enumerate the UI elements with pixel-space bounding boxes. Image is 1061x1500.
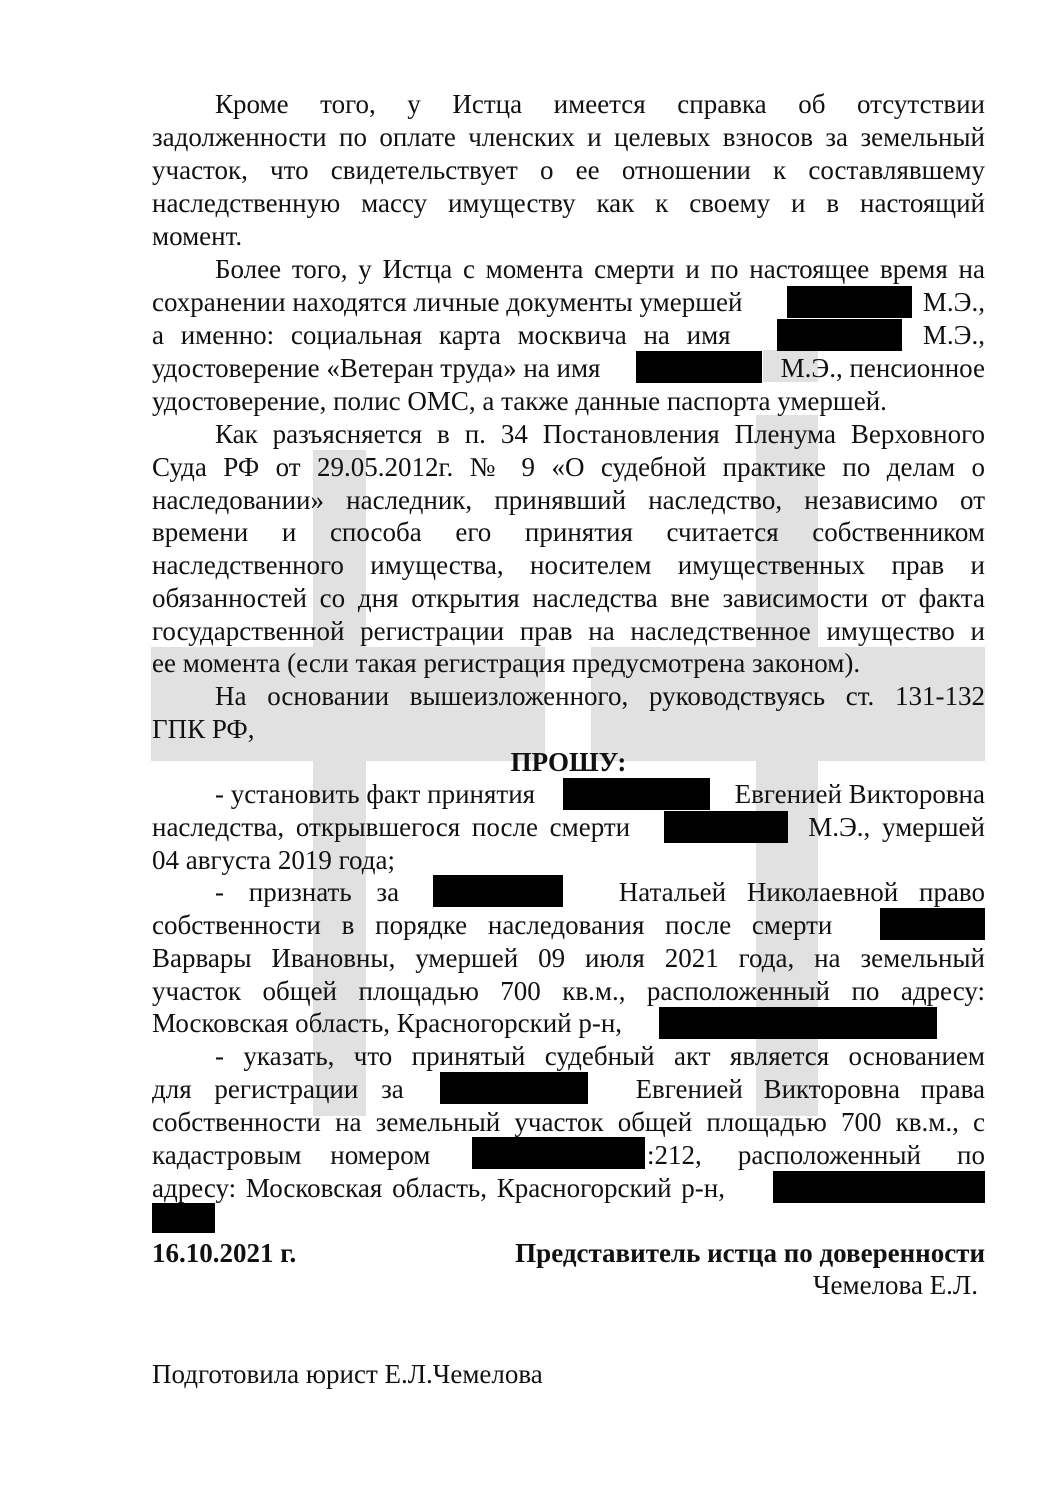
signature-name: Чемелова Е.Л. xyxy=(812,1270,978,1300)
redaction-box xyxy=(563,778,710,810)
paragraph-4-line: ГПК РФ, xyxy=(152,714,255,744)
redaction-box xyxy=(659,1007,937,1039)
paragraph-3-line: наследственного имущества, носителем имущественных прав и xyxy=(152,550,985,580)
paragraph-3-line: Как разъясняется в п. 34 Постановления Пленума Верховного xyxy=(215,419,985,449)
text-before-redaction: собственности в порядке наследования после смерти xyxy=(152,910,833,940)
paragraph-2-line xyxy=(152,352,985,385)
request-heading: ПРОШУ: xyxy=(510,747,627,777)
prepared-by: Подготовила юрист Е.Л.Чемелова xyxy=(152,1359,543,1389)
redaction-box xyxy=(440,1072,588,1104)
paragraph-1-line: момент. xyxy=(152,221,243,251)
text-before-redaction: Московская область, Красногорский р-н, xyxy=(152,1008,623,1038)
paragraph-4-line: На основании вышеизложенного, руководствуясь ст. 131-132 xyxy=(215,681,985,711)
paragraph-3-line: обязанностей со дня открытия наследства вне зависимости от факта xyxy=(152,583,985,613)
request-1-line: 04 августа 2019 года; xyxy=(152,845,395,875)
redaction-box xyxy=(777,319,902,351)
paragraph-3-line: времени и способа его принятия считается собственником xyxy=(152,517,985,547)
request-2-line xyxy=(152,909,985,942)
text-before-redaction: для регистрации за xyxy=(152,1074,404,1104)
paragraph-1-line: задолженности по оплате членских и целевых взносов за земельный xyxy=(152,122,985,152)
paragraph-3-line: Суда РФ от 29.05.2012г. № 9 «О судебной практике по делам о xyxy=(152,452,985,482)
redaction-box xyxy=(664,811,788,843)
request-3-line: собственности на земельный участок общей площадью 700 кв.м., с xyxy=(152,1107,985,1137)
text-before-redaction: - признать за xyxy=(215,877,400,907)
text-before-redaction: - установить факт принятия xyxy=(215,779,536,809)
text-before-redaction: сохранении находятся личные документы умершей xyxy=(152,287,743,317)
paragraph-3-line: наследовании» наследник, принявший наследство, независимо от xyxy=(152,485,985,515)
redaction-box xyxy=(472,1137,645,1169)
text-before-redaction: удостоверение «Ветеран труда» на имя xyxy=(152,353,601,383)
request-3-line: - указать, что принятый судебный акт является основанием xyxy=(215,1041,985,1071)
request-2-line: Варвары Ивановны, умершей 09 июля 2021 года, на земельный xyxy=(152,943,985,973)
paragraph-3-line: ее момента (если такая регистрация предусмотрена законом). xyxy=(152,648,861,678)
text-after-redaction: М.Э., умершей xyxy=(808,812,985,842)
text-before-redaction: адресу: Московская область, Красногорский р-н, xyxy=(152,1173,725,1203)
redaction-box xyxy=(152,1203,215,1233)
text-after-redaction: М.Э., пенсионное xyxy=(780,353,985,383)
redaction-box xyxy=(773,1171,985,1203)
text-after-redaction: :212, расположенный по xyxy=(647,1140,985,1170)
text-before-redaction: наследства, открывшегося после смерти xyxy=(152,812,631,842)
paragraph-2-line: удостоверение, полис ОМС, а также данные паспорта умершей. xyxy=(152,386,887,416)
request-2-line: участок общей площадью 700 кв.м., расположенный по адресу: xyxy=(152,976,985,1006)
request-1-line xyxy=(152,811,985,844)
text-after-redaction: М.Э., xyxy=(922,320,985,350)
redaction-box xyxy=(787,286,912,318)
paragraph-2-line: Более того, у Истца с момента смерти и по настоящее время на xyxy=(215,254,985,284)
redaction-box xyxy=(636,351,762,383)
paragraph-1-line: Кроме того, у Истца имеется справка об отсутствии xyxy=(215,89,985,119)
text-before-redaction: а именно: социальная карта москвича на имя xyxy=(152,320,731,350)
redaction-box xyxy=(880,908,985,940)
text-before-redaction: кадастровым номером xyxy=(152,1140,431,1170)
text-after-redaction: Евгенией Викторовна права xyxy=(635,1074,985,1104)
text-after-redaction: М.Э., xyxy=(922,287,985,317)
paragraph-1-line: участок, что свидетельствует о ее отношении к составлявшему xyxy=(152,155,985,185)
signature-role: Представитель истца по доверенности xyxy=(515,1238,985,1268)
paragraph-3-line: государственной регистрации прав на наследственное имущество и xyxy=(152,616,985,646)
text-after-redaction: Евгенией Викторовна xyxy=(734,779,985,809)
signature-date: 16.10.2021 г. xyxy=(152,1238,297,1268)
text-after-redaction: Натальей Николаевной право xyxy=(618,877,985,907)
request-2-line xyxy=(152,876,985,909)
redaction-box xyxy=(433,875,563,907)
paragraph-1-line: наследственную массу имуществу как к своему и в настоящий xyxy=(152,188,985,218)
